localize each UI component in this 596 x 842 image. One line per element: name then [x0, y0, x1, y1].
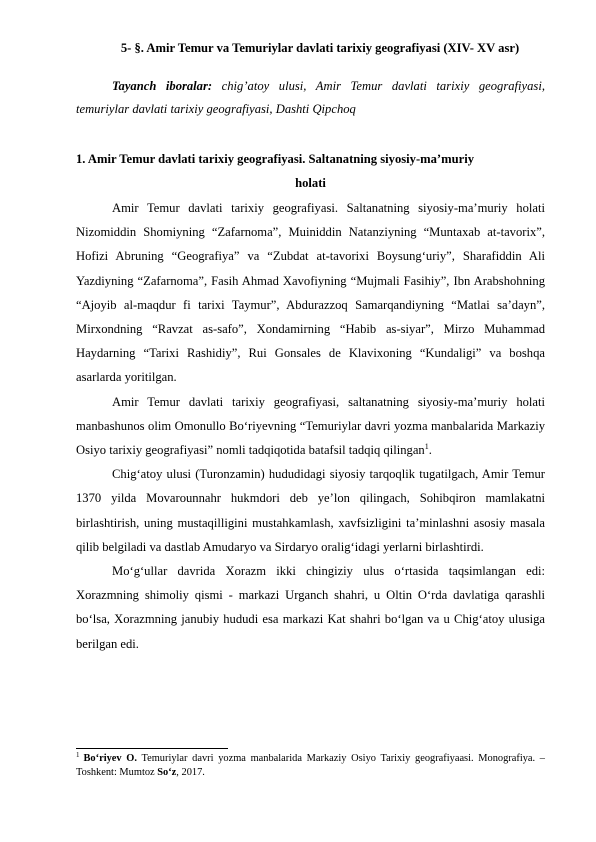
body-text [76, 196, 545, 656]
footnote-author: Bo‘riyev O. [83, 753, 137, 764]
footnote-publisher: So‘z [157, 767, 177, 778]
section-heading-line2: holati [295, 176, 326, 190]
paragraph-2 [76, 390, 545, 463]
footnote-text: Temuriylar davri yozma manbalarida Markaziy Osiyo Tarixiy geografiyaasi. Monografiya. – Toshkent: Mumtoz [76, 753, 545, 778]
footnote-number: 1 [76, 750, 80, 759]
paragraph-2-end: . [428, 443, 432, 458]
keywords-label: Tayanch iboralar: [112, 79, 213, 93]
keywords-paragraph [76, 75, 545, 121]
paragraph-2-text: Amir Temur davlati tarixiy geografiyasi, saltanatning siyosiy-ma’muriy holati manbashunos olim Omonullo Bo‘riyevning “Temuriylar davri yozma manbalarida Markaziy Osiyo tarixiy geografiyasi” nomli tadqiqotida batafsil tadqiq qilingan [76, 394, 545, 458]
footnote-reference[interactable]: 1 [424, 441, 429, 451]
footnote [76, 752, 545, 780]
paragraph-3: Chig‘atoy ulusi (Turonzamin) hududidagi siyosiy tarqoqlik tugatilgach, Amir Temur 1370 yilda Movarounnahr hukmdori deb ye’lon qilingach, Sohibqiron mamlakatni birlashtirish, uning mustaqilligini mustahkamlash, xavfsizligini ta’minlashni asosiy masala qilib belgiladi va dastlab Amudaryo va Sirdaryo oralig‘idagi yerlarni birlashtirdi. [76, 467, 545, 554]
paragraph-4: Mo‘g‘ullar davrida Xorazm ikki chingiziy ulus o‘rtasida taqsimlangan edi: Xorazmning shimoliy qismi - markazi Urganch shahri, u Oltin O‘rda davlatiga qarashli bo‘lsa, Xorazmning janubiy hududi esa markazi Kat shahri bo‘lgan va u Chig‘atoy ulusiga berilgan edi. [76, 564, 545, 651]
section-heading-line1: 1. Amir Temur davlati tarixiy geografiyasi. Saltanatning siyosiy-ma’muriy [76, 152, 474, 166]
keywords-text: chig’atoy ulusi, Amir Temur davlati tarixiy geografiyasi, temuriylar davlati tarixiy geografiyasi, Dashti Qipchoq [76, 79, 545, 116]
page-title: 5- §. Amir Temur va Temuriylar davlati tarixiy geografiyasi (XIV- XV asr) [120, 41, 520, 55]
section-heading [76, 147, 545, 195]
footnote-year: , 2017. [176, 767, 205, 778]
paragraph-1: Amir Temur davlati tarixiy geografiyasi. Saltanatning siyosiy-ma’muriy holati Nizomiddin Shomiyning “Zafarnoma”, Muiniddin Natanziyning “Muntaxab at-tavorix”, Hofizi Abruning “Geografiya” va “Zubdat at-tavorixi Boysung‘uriy”, Sharafiddin Ali Yazdiyning “Zafarnoma”, Fasih Ahmad Xavofiyning “Mujmali Fasihiy”, Ibn Arabshohning “Ajoyib al-maqdur fi tarixi Taymur”, Abdurazzoq Samarqandiyning “Matlai sa’dayn”, Mirxondning “Ravzat as-safo”, Xondamirning “Habib as-siyar”, Mirzo Muhammad Haydarning “Tarixi Rashidiy”, Rui Gonsales de Klavixoning “Kundaligi” va boshqa asarlarda yoritilgan. [76, 201, 545, 385]
footnote-divider [76, 748, 228, 749]
